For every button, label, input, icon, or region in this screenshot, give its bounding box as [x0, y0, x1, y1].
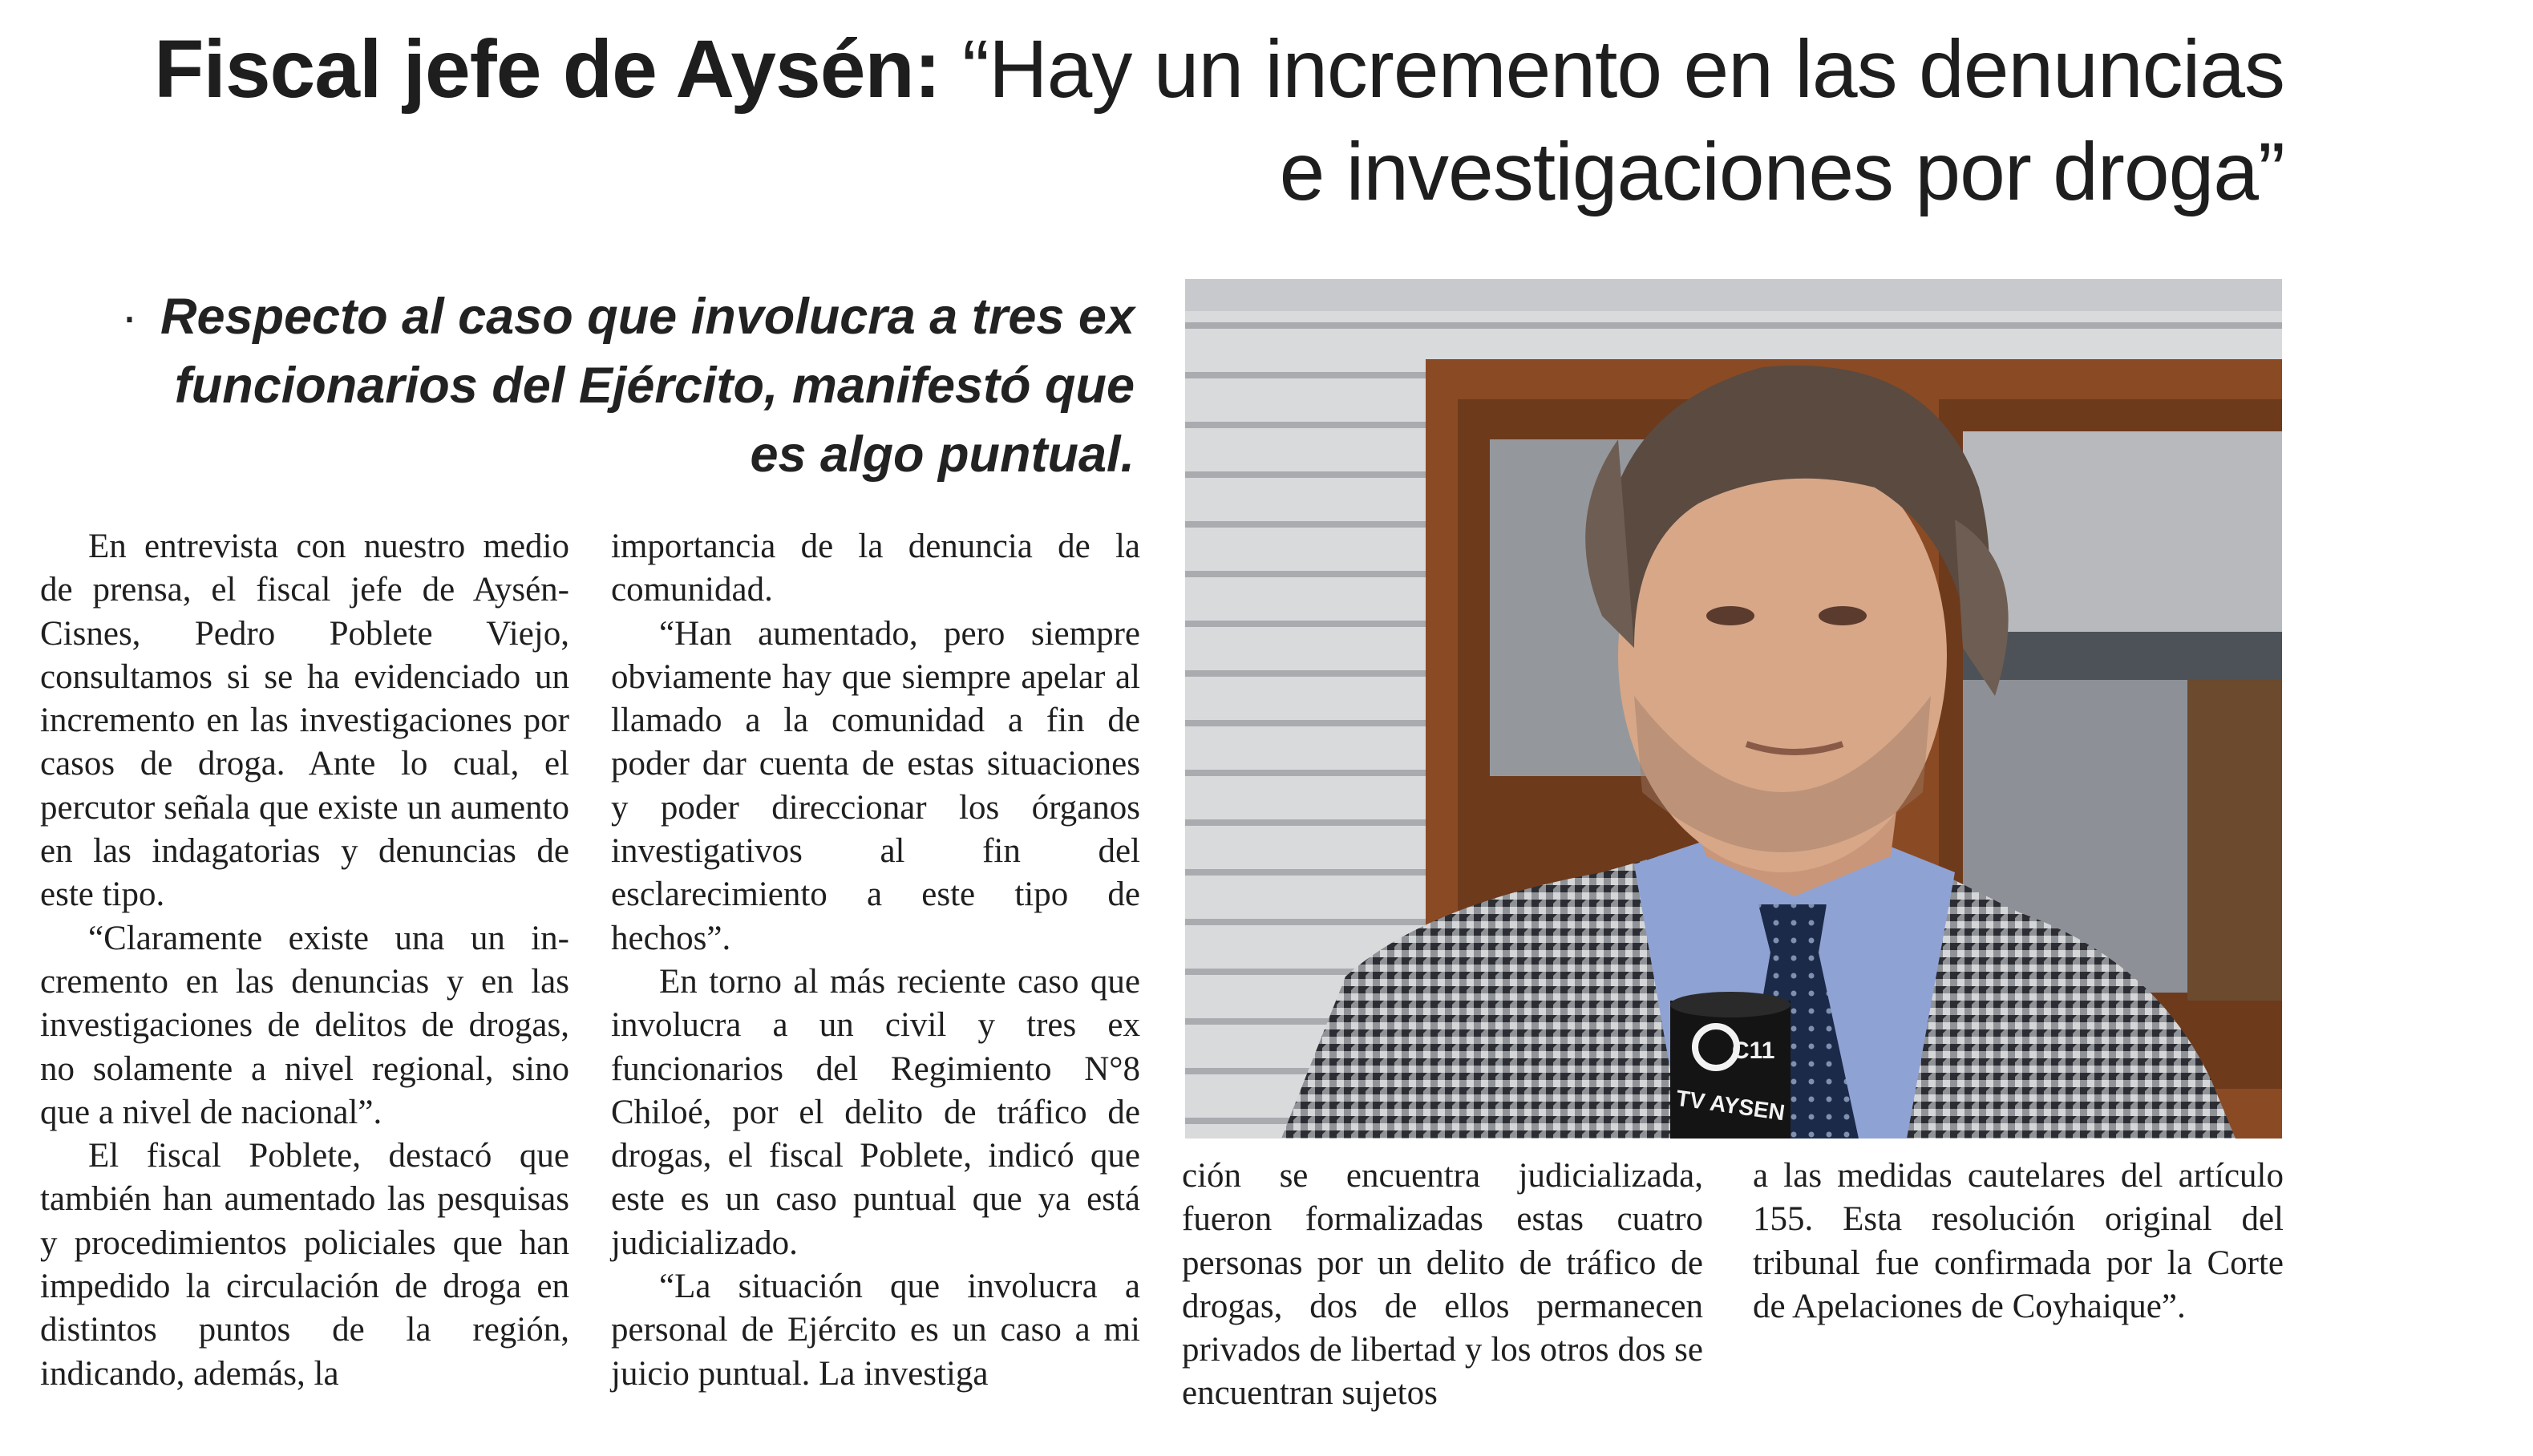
headline — [119, 18, 2284, 223]
headline-bold: Fiscal jefe de Aysén: — [154, 23, 941, 115]
subheadline — [120, 282, 1135, 489]
article-column-1 — [40, 525, 569, 1396]
paragraph: El fiscal Poblete, destacó que también han aumentado las pesquisas y procedimientos policiales que han impedido la circulación de droga en distintos puntos de la región, indicando, además, la — [40, 1137, 569, 1393]
paragraph-continued: ción se encuentra judicializada, fueron formalizadas estas cuatro personas por un delito de tráfico de drogas, dos de ellos permanecen privados de libertad y los otros dos se encuentran sujetos — [1182, 1157, 1703, 1413]
subhead-text: Respecto al caso que involucra a tres ex funcionarios del Ejército, manifestó que es algo puntual. — [160, 289, 1135, 483]
article-column-4 — [1753, 1155, 2284, 1329]
paragraph: “Claramente existe una un incremento en las denuncias y en las investigaciones de delitos de drogas, no solamente a nivel regional, sino que a nivel de nacional”. — [40, 919, 569, 1131]
paragraph-continued: importancia de la denuncia de la comunidad. — [611, 528, 1140, 609]
paragraph: En entrevista con nuestro medio de prensa, el fiscal jefe de Aysén-Cisnes, Pedro Poblete Viejo, consultamos si se ha evidenciado un incremento en las investigaciones por casos de droga. Ante lo cual, el percutor señala que existe un aumento en las indagatorias y denuncias de este tipo. — [40, 528, 569, 914]
headline-quote: “Hay un incremento en las denuncias e investigaciones por droga” — [962, 23, 2284, 217]
paragraph: En torno al más reciente caso que involucra a un civil y tres ex funcionarios del Regimiento N°8 Chiloé, por el delito de tráfico de drogas, el fiscal Poblete, indicó que este es un caso puntual que ya está judicializado. — [611, 962, 1140, 1262]
mic-logo: C11 — [1732, 1037, 1775, 1064]
prosecutor-photo — [1185, 279, 2282, 1139]
paragraph-continued: a las medidas cautelares del artículo 155. Esta resolución original del tribunal fue confirmada por la Corte de Apelaciones de Coyhaique”. — [1753, 1157, 2284, 1325]
photo-illustration — [1185, 279, 2282, 1139]
article-column-2 — [611, 525, 1140, 1396]
mic-label: TV AYSEN — [1674, 1085, 1786, 1126]
paragraph: “Han aumentado, pero siempre obviamente hay que siempre apelar al llamado a la comunidad a fin de poder dar cuenta de estas situaciones y poder direccionar los órganos investigativos al fin del esclarecimiento a este tipo de hechos”. — [611, 614, 1140, 957]
paragraph: “La situación que involucra a personal de Ejército es un caso a mi juicio puntual. La investiga — [611, 1268, 1140, 1393]
article-column-3 — [1182, 1155, 1703, 1416]
subhead-bullet: · — [120, 289, 138, 345]
